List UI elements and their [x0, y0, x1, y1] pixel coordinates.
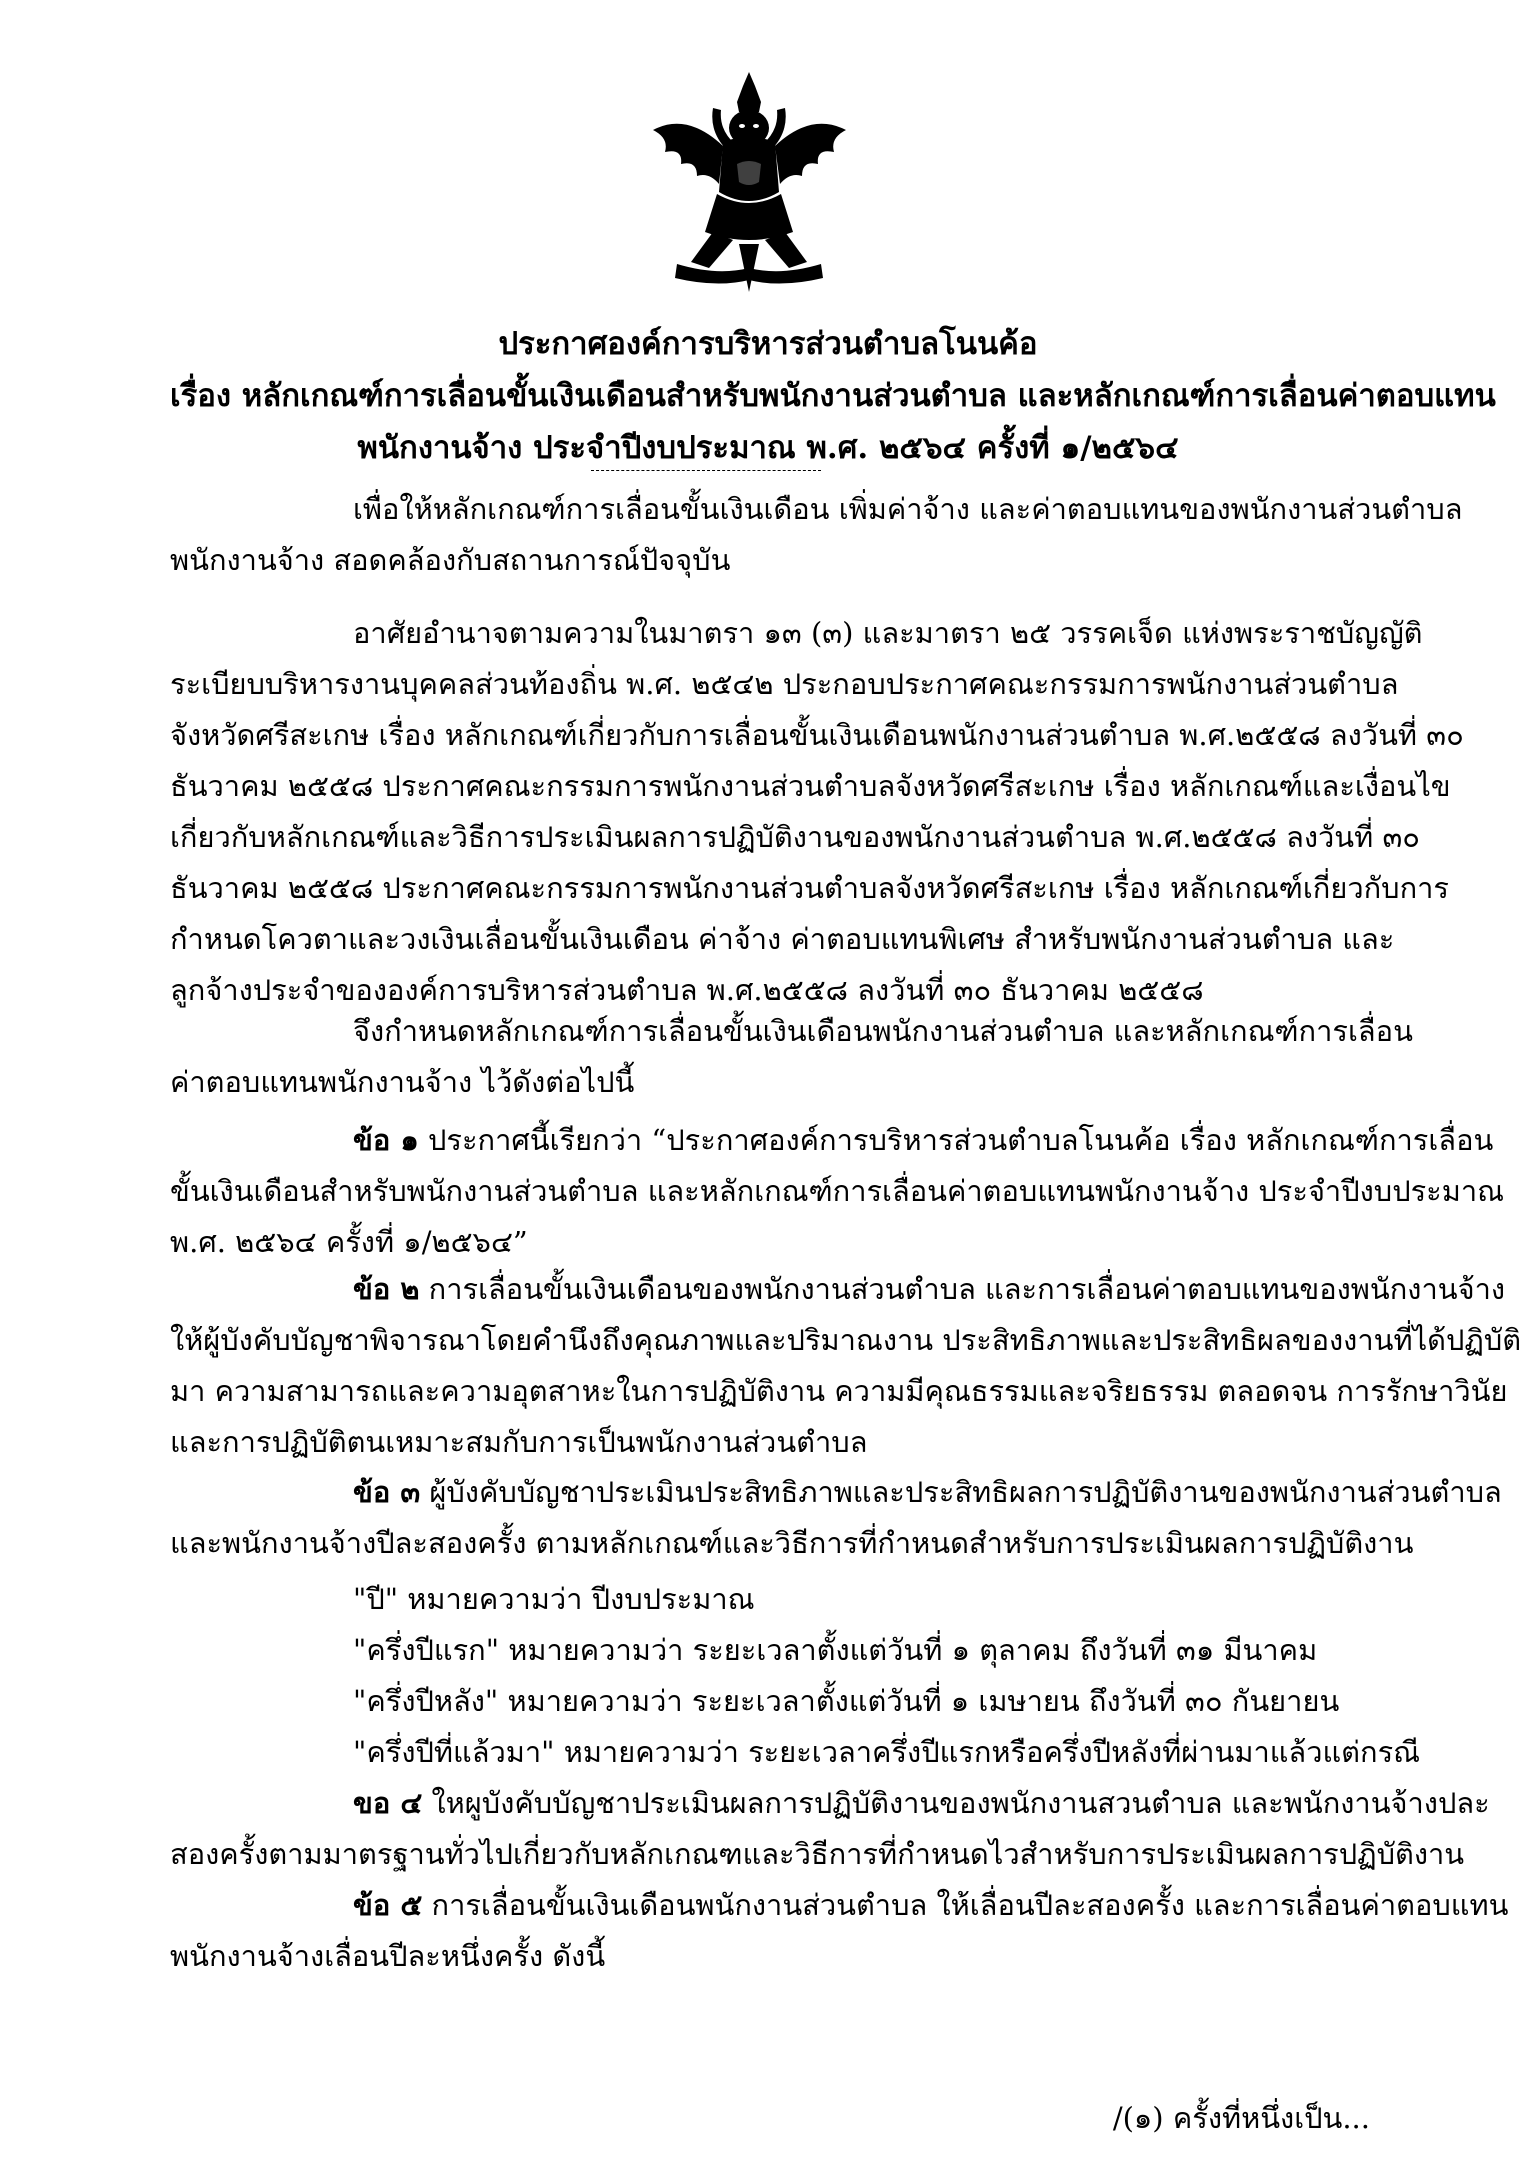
title-line-1: ประกาศองค์การบริหารส่วนตำบลโนนค้อ: [498, 326, 1038, 362]
text-line: พนักงานจ้างเลื่อนปีละหนึ่งครั้ง ดังนี้: [170, 1939, 606, 1973]
authority-paragraph: [170, 608, 1464, 1016]
text-line: ใหผูบังคับบัญชาประเมินผลการปฏิบัติงานของพนักงานสวนตำบล และพนักงานจ้างปละ: [422, 1786, 1490, 1820]
text-line: จึงกำหนดหลักเกณฑ์การเลื่อนขั้นเงินเดือนพนักงานส่วนตำบล และหลักเกณฑ์การเลื่อน: [353, 1014, 1413, 1048]
text-line: กำหนดโควตาและวงเงินเลื่อนขั้นเงินเดือน ค่าจ้าง ค่าตอบแทนพิเศษ สำหรับพนักงานส่วนตำบล และ: [170, 922, 1395, 956]
text-line: ให้ผู้บังคับบัญชาพิจารณาโดยคำนึงถึงคุณภาพและปริมาณงาน ประสิทธิภาพและประสิทธิผลของงานที่ได้ปฏิบัติ: [170, 1323, 1522, 1357]
section-4: [170, 1778, 1490, 1880]
title-divider: [591, 470, 821, 471]
decision-paragraph: [170, 1006, 1413, 1108]
title-line-3: พนักงานจ้าง ประจำปีงบประมาณ พ.ศ. ๒๕๖๔ ครั้งที่ ๑/๒๕๖๔: [357, 430, 1179, 466]
definition-item: "ครึ่งปีที่แล้วมา" หมายความว่า ระยะเวลาครึ่งปีแรกหรือครึ่งปีหลังที่ผ่านมาแล้วแต่กรณี: [353, 1735, 1421, 1769]
text-line: พนักงานจ้าง สอดคล้องกับสถานการณ์ปัจจุบัน: [170, 543, 731, 577]
garuda-emblem-icon: [647, 72, 852, 292]
section-label: ข้อ ๓: [353, 1475, 421, 1509]
text-line: พ.ศ. ๒๕๖๔ ครั้งที่ ๑/๒๕๖๔”: [170, 1225, 528, 1259]
page-continuation: /(๑) ครั้งที่หนึ่งเป็น...: [1112, 2101, 1370, 2135]
text-line: สองครั้งตามมาตรฐานทั่วไปเกี่ยวกับหลักเกณฑและวิธีการที่กำหนดไวสำหรับการประเมินผลการปฏิบัติงาน: [170, 1837, 1465, 1871]
section-5: [170, 1880, 1509, 1982]
announcement-title: [170, 318, 1496, 474]
text-line: ประกาศนี้เรียกว่า “ประกาศองค์การบริหารส่วนตำบลโนนค้อ เรื่อง หลักเกณฑ์การเลื่อน: [418, 1123, 1494, 1157]
text-line: มา ความสามารถและความอุตสาหะในการปฏิบัติงาน ความมีคุณธรรมและจริยธรรม ตลอดจน การรักษาวินัย: [170, 1374, 1508, 1408]
text-line: การเลื่อนขั้นเงินเดือนพนักงานส่วนตำบล ให้เลื่อนปีละสองครั้ง และการเลื่อนค่าตอบแทน: [422, 1888, 1509, 1922]
definition-item: "ครึ่งปีแรก" หมายความว่า ระยะเวลาตั้งแต่วันที่ ๑ ตุลาคม ถึงวันที่ ๓๑ มีนาคม: [353, 1633, 1318, 1667]
text-line: จังหวัดศรีสะเกษ เรื่อง หลักเกณฑ์เกี่ยวกับการเลื่อนขั้นเงินเดือนพนักงานส่วนตำบล พ.ศ.๒๕๕๘ ลงวันที่ ๓๐: [170, 718, 1464, 752]
definition-item: "ปี" หมายความว่า ปีงบประมาณ: [353, 1582, 755, 1616]
section-2: [170, 1264, 1522, 1468]
text-line: ธันวาคม ๒๕๕๘ ประกาศคณะกรรมการพนักงานส่วนตำบลจังหวัดศรีสะเกษ เรื่อง หลักเกณฑ์และเงื่อนไข: [170, 769, 1451, 803]
section-label: ข้อ ๑: [353, 1123, 419, 1157]
text-line: ขั้นเงินเดือนสำหรับพนักงานส่วนตำบล และหลักเกณฑ์การเลื่อนค่าตอบแทนพนักงานจ้าง ประจำปีงบประมาณ: [170, 1174, 1505, 1208]
text-line: ค่าตอบแทนพนักงานจ้าง ไว้ดังต่อไปนี้: [170, 1065, 635, 1099]
text-line: ผู้บังคับบัญชาประเมินประสิทธิภาพและประสิทธิผลการปฏิบัติงานของพนักงานส่วนตำบล: [420, 1475, 1502, 1509]
text-line: เพื่อให้หลักเกณฑ์การเลื่อนขั้นเงินเดือน เพิ่มค่าจ้าง และค่าตอบแทนของพนักงานส่วนตำบล: [353, 492, 1463, 526]
section-label: ข้อ ๕: [353, 1888, 423, 1922]
text-line: และการปฏิบัติตนเหมาะสมกับการเป็นพนักงานส่วนตำบล: [170, 1425, 868, 1459]
text-line: อาศัยอำนาจตามความในมาตรา ๑๓ (๓) และมาตรา ๒๕ วรรคเจ็ด แห่งพระราชบัญญัติ: [353, 616, 1423, 650]
section-3: [170, 1467, 1502, 1569]
section-1: [170, 1115, 1505, 1268]
section-label: ขอ ๔: [353, 1786, 423, 1820]
text-line: เกี่ยวกับหลักเกณฑ์และวิธีการประเมินผลการปฏิบัติงานของพนักงานส่วนตำบล พ.ศ.๒๕๕๘ ลงวันที่ ๓๐: [170, 820, 1420, 854]
title-line-2: เรื่อง หลักเกณฑ์การเลื่อนขั้นเงินเดือนสำหรับพนักงานส่วนตำบล และหลักเกณฑ์การเลื่อนค่าตอบแทน: [170, 378, 1496, 414]
definitions-list: [170, 1574, 1421, 1778]
text-line: และพนักงานจ้างปีละสองครั้ง ตามหลักเกณฑ์และวิธีการที่กำหนดสำหรับการประเมินผลการปฏิบัติงาน: [170, 1526, 1414, 1560]
text-line: การเลื่อนขั้นเงินเดือนของพนักงานส่วนตำบล และการเลื่อนค่าตอบแทนของพนักงานจ้าง: [419, 1272, 1506, 1306]
text-line: ระเบียบบริหารงานบุคคลส่วนท้องถิ่น พ.ศ. ๒๕๔๒ ประกอบประกาศคณะกรรมการพนักงานส่วนตำบล: [170, 667, 1399, 701]
definition-item: "ครึ่งปีหลัง" หมายความว่า ระยะเวลาตั้งแต่วันที่ ๑ เมษายน ถึงวันที่ ๓๐ กันยายน: [353, 1684, 1340, 1718]
section-label: ข้อ ๒: [353, 1272, 420, 1306]
intro-paragraph: [170, 484, 1463, 586]
text-line: ลูกจ้างประจำขององค์การบริหารส่วนตำบล พ.ศ.๒๕๕๘ ลงวันที่ ๓๐ ธันวาคม ๒๕๕๘: [170, 973, 1204, 1007]
text-line: ธันวาคม ๒๕๕๘ ประกาศคณะกรรมการพนักงานส่วนตำบลจังหวัดศรีสะเกษ เรื่อง หลักเกณฑ์เกี่ยวกับการ: [170, 871, 1450, 905]
